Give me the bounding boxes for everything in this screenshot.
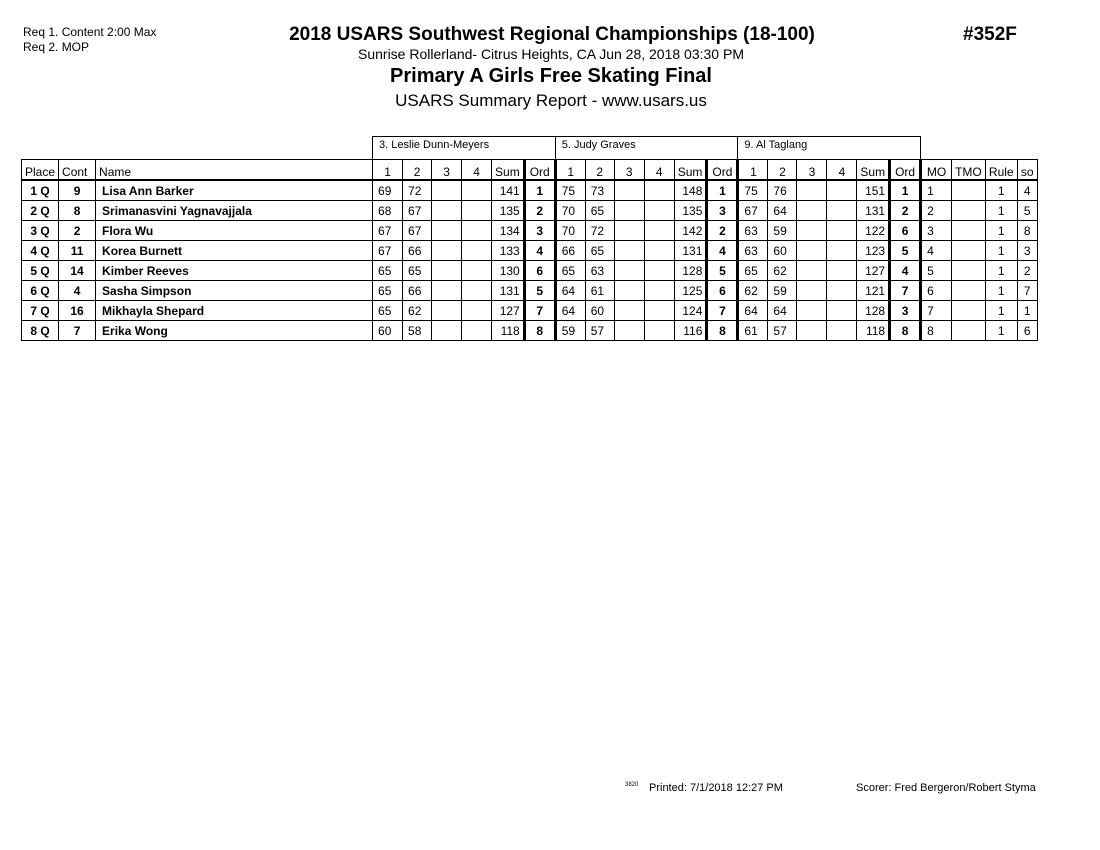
results-table — [21, 136, 1038, 341]
judge-name: 9. Al Taglang — [738, 137, 921, 160]
event-name: Primary A Girls Free Skating Final — [390, 65, 712, 87]
judge-sum: 121 — [857, 281, 890, 301]
judge-sum: 142 — [674, 221, 707, 241]
table-row — [22, 180, 1038, 201]
judge-score — [614, 241, 644, 261]
mo-cell: 6 — [921, 281, 952, 301]
judge-score — [432, 321, 462, 341]
judge-score: 61 — [738, 321, 768, 341]
judge-score: 69 — [373, 180, 403, 201]
rule-cell: 1 — [985, 201, 1017, 221]
judge-score — [614, 261, 644, 281]
column-header-judge-score: 4 — [827, 160, 857, 181]
column-header-judge-score: 1 — [555, 160, 585, 181]
judge-score: 72 — [403, 180, 432, 201]
judge-score: 63 — [738, 241, 768, 261]
column-header-place: Place — [22, 160, 59, 181]
skater-name: Flora Wu — [96, 221, 373, 241]
printed-timestamp: Printed: 7/1/2018 12:27 PM — [649, 782, 783, 794]
report-name: USARS Summary Report - www.usars.us — [395, 91, 707, 110]
requirement-2: Req 2. MOP — [23, 40, 90, 54]
judge-score: 65 — [555, 261, 585, 281]
judge-score — [462, 221, 492, 241]
judge-sum: 131 — [857, 201, 890, 221]
judge-score: 61 — [585, 281, 614, 301]
table-row — [22, 281, 1038, 301]
judge-ordinal: 6 — [707, 281, 738, 301]
so-cell: 1 — [1017, 301, 1037, 321]
venue-date: Sunrise Rollerland- Citrus Heights, CA Jun 28, 2018 03:30 PM — [358, 46, 744, 62]
tmo-cell — [952, 241, 986, 261]
event-number: #352F — [963, 24, 1017, 45]
judge-score — [644, 261, 674, 281]
judge-score — [827, 281, 857, 301]
judge-header-row — [22, 137, 1038, 160]
column-header-rule: Rule — [985, 160, 1017, 181]
judge-score — [462, 201, 492, 221]
contestant-number: 7 — [59, 321, 96, 341]
judge-score — [644, 301, 674, 321]
judge-score — [614, 221, 644, 241]
judge-ordinal: 3 — [524, 221, 555, 241]
column-header-mo: MO — [921, 160, 952, 181]
judge-sum: 118 — [492, 321, 525, 341]
contestant-number: 9 — [59, 180, 96, 201]
judge-score — [644, 201, 674, 221]
judge-score: 72 — [585, 221, 614, 241]
judge-score — [462, 180, 492, 201]
judge-ordinal: 3 — [890, 301, 921, 321]
judge-sum: 133 — [492, 241, 525, 261]
column-header-judge-score: 1 — [738, 160, 768, 181]
column-header-judge-score: Ord — [890, 160, 921, 181]
mo-cell: 1 — [921, 180, 952, 201]
column-header-judge-score: 2 — [768, 160, 797, 181]
judge-score — [432, 301, 462, 321]
judge-score: 59 — [768, 221, 797, 241]
judge-ordinal: 6 — [890, 221, 921, 241]
judge-name: 5. Judy Graves — [555, 137, 738, 160]
contestant-number: 16 — [59, 301, 96, 321]
judge-score — [462, 241, 492, 261]
judge-ordinal: 5 — [707, 261, 738, 281]
column-header-judge-score: Sum — [492, 160, 525, 181]
column-header-judge-score: 2 — [403, 160, 432, 181]
judge-score — [797, 201, 827, 221]
mo-cell: 8 — [921, 321, 952, 341]
table-row — [22, 221, 1038, 241]
judge-score: 63 — [738, 221, 768, 241]
skater-name: Srimanasvini Yagnavajjala — [96, 201, 373, 221]
judge-score: 57 — [585, 321, 614, 341]
judge-score: 63 — [585, 261, 614, 281]
contestant-number: 11 — [59, 241, 96, 261]
judge-ordinal: 5 — [890, 241, 921, 261]
judge-score: 60 — [768, 241, 797, 261]
judge-ordinal: 7 — [524, 301, 555, 321]
contestant-number: 4 — [59, 281, 96, 301]
table-row — [22, 301, 1038, 321]
judge-score: 66 — [403, 241, 432, 261]
judge-score: 67 — [738, 201, 768, 221]
judge-score — [797, 301, 827, 321]
judge-score — [614, 321, 644, 341]
so-cell: 3 — [1017, 241, 1037, 261]
judge-score: 64 — [768, 301, 797, 321]
judge-sum: 135 — [492, 201, 525, 221]
judge-score — [827, 180, 857, 201]
judge-score — [827, 201, 857, 221]
judge-score: 70 — [555, 201, 585, 221]
judge-score — [614, 180, 644, 201]
place-cell: 5 Q — [22, 261, 59, 281]
judge-header-spacer — [921, 137, 1038, 160]
judge-sum: 127 — [857, 261, 890, 281]
judge-score — [644, 221, 674, 241]
judge-score — [462, 261, 492, 281]
tmo-cell — [952, 180, 986, 201]
skater-name: Sasha Simpson — [96, 281, 373, 301]
judge-ordinal: 2 — [890, 201, 921, 221]
so-cell: 7 — [1017, 281, 1037, 301]
column-header-judge-score: 1 — [373, 160, 403, 181]
judge-ordinal: 3 — [707, 201, 738, 221]
judge-score: 75 — [555, 180, 585, 201]
judge-score: 64 — [768, 201, 797, 221]
judge-score — [827, 261, 857, 281]
column-header-cont: Cont — [59, 160, 96, 181]
judge-score — [432, 221, 462, 241]
place-cell: 8 Q — [22, 321, 59, 341]
judge-sum: 148 — [674, 180, 707, 201]
judge-sum: 128 — [857, 301, 890, 321]
judge-score: 59 — [768, 281, 797, 301]
column-header-judge-score: 3 — [797, 160, 827, 181]
judge-ordinal: 6 — [524, 261, 555, 281]
tmo-cell — [952, 261, 986, 281]
judge-score — [462, 321, 492, 341]
rule-cell: 1 — [985, 221, 1017, 241]
rule-cell: 1 — [985, 321, 1017, 341]
column-header-judge-score: 2 — [585, 160, 614, 181]
skater-name: Mikhayla Shepard — [96, 301, 373, 321]
judge-sum: 125 — [674, 281, 707, 301]
judge-score: 64 — [555, 281, 585, 301]
judge-score — [462, 301, 492, 321]
judge-sum: 116 — [674, 321, 707, 341]
tmo-cell — [952, 201, 986, 221]
judge-score: 57 — [768, 321, 797, 341]
judge-score: 65 — [403, 261, 432, 281]
judge-score: 62 — [768, 261, 797, 281]
judge-score — [827, 241, 857, 261]
so-cell: 6 — [1017, 321, 1037, 341]
rule-cell: 1 — [985, 180, 1017, 201]
judge-score: 60 — [585, 301, 614, 321]
judge-score — [827, 221, 857, 241]
judge-sum: 134 — [492, 221, 525, 241]
judge-score — [432, 241, 462, 261]
judge-score — [797, 281, 827, 301]
judge-ordinal: 1 — [890, 180, 921, 201]
mo-cell: 4 — [921, 241, 952, 261]
judge-score — [462, 281, 492, 301]
place-cell: 7 Q — [22, 301, 59, 321]
place-cell: 4 Q — [22, 241, 59, 261]
judge-sum: 131 — [674, 241, 707, 261]
judge-sum: 130 — [492, 261, 525, 281]
judge-score: 66 — [555, 241, 585, 261]
skater-name: Erika Wong — [96, 321, 373, 341]
judge-ordinal: 5 — [524, 281, 555, 301]
judge-score — [797, 221, 827, 241]
judge-score — [614, 281, 644, 301]
column-header-judge-score: Ord — [707, 160, 738, 181]
skater-name: Kimber Reeves — [96, 261, 373, 281]
judge-sum: 141 — [492, 180, 525, 201]
judge-sum: 124 — [674, 301, 707, 321]
judge-sum: 118 — [857, 321, 890, 341]
mo-cell: 3 — [921, 221, 952, 241]
tmo-cell — [952, 221, 986, 241]
judge-score — [644, 321, 674, 341]
mo-cell: 5 — [921, 261, 952, 281]
scorer-names: Scorer: Fred Bergeron/Robert Styma — [856, 782, 1036, 794]
judge-ordinal: 2 — [524, 201, 555, 221]
column-header-judge-score: 3 — [614, 160, 644, 181]
so-cell: 5 — [1017, 201, 1037, 221]
judge-ordinal: 4 — [524, 241, 555, 261]
judge-ordinal: 1 — [707, 180, 738, 201]
judge-ordinal: 8 — [890, 321, 921, 341]
judge-score — [614, 301, 644, 321]
judge-score: 67 — [403, 221, 432, 241]
footer-code: 3820 — [625, 782, 639, 788]
column-header-name: Name — [96, 160, 373, 181]
column-header-judge-score: 4 — [462, 160, 492, 181]
judge-sum: 135 — [674, 201, 707, 221]
judge-score — [827, 321, 857, 341]
judge-ordinal: 8 — [707, 321, 738, 341]
judge-score — [432, 281, 462, 301]
judge-sum: 122 — [857, 221, 890, 241]
judge-score: 76 — [768, 180, 797, 201]
competition-title: 2018 USARS Southwest Regional Championships (18-100) — [289, 24, 815, 45]
rule-cell: 1 — [985, 261, 1017, 281]
judge-score — [797, 321, 827, 341]
judge-score: 58 — [403, 321, 432, 341]
tmo-cell — [952, 301, 986, 321]
judge-ordinal: 4 — [707, 241, 738, 261]
judge-ordinal: 4 — [890, 261, 921, 281]
judge-score: 65 — [585, 241, 614, 261]
so-cell: 8 — [1017, 221, 1037, 241]
judge-name: 3. Leslie Dunn-Meyers — [373, 137, 556, 160]
column-header-judge-score: Sum — [674, 160, 707, 181]
judge-score: 67 — [373, 241, 403, 261]
contestant-number: 2 — [59, 221, 96, 241]
judge-ordinal: 1 — [524, 180, 555, 201]
table-row — [22, 241, 1038, 261]
judge-sum: 127 — [492, 301, 525, 321]
column-header-tmo: TMO — [952, 160, 986, 181]
column-header-so: so — [1017, 160, 1037, 181]
judge-score: 70 — [555, 221, 585, 241]
judge-score: 73 — [585, 180, 614, 201]
judge-header-spacer — [22, 137, 373, 160]
column-header-judge-score: Ord — [524, 160, 555, 181]
column-header-judge-score: 4 — [644, 160, 674, 181]
judge-score: 67 — [373, 221, 403, 241]
judge-score: 64 — [738, 301, 768, 321]
column-header-judge-score: Sum — [857, 160, 890, 181]
judge-score — [644, 281, 674, 301]
judge-score: 68 — [373, 201, 403, 221]
judge-score — [827, 301, 857, 321]
place-cell: 6 Q — [22, 281, 59, 301]
table-row — [22, 261, 1038, 281]
judge-sum: 151 — [857, 180, 890, 201]
judge-score: 65 — [373, 261, 403, 281]
judge-score: 65 — [585, 201, 614, 221]
skater-name: Korea Burnett — [96, 241, 373, 261]
requirement-1: Req 1. Content 2:00 Max — [23, 25, 157, 39]
judge-score — [432, 261, 462, 281]
so-cell: 2 — [1017, 261, 1037, 281]
judge-sum: 131 — [492, 281, 525, 301]
judge-sum: 123 — [857, 241, 890, 261]
mo-cell: 7 — [921, 301, 952, 321]
judge-ordinal: 7 — [890, 281, 921, 301]
place-cell: 1 Q — [22, 180, 59, 201]
judge-score — [614, 201, 644, 221]
judge-score: 65 — [373, 281, 403, 301]
judge-sum: 128 — [674, 261, 707, 281]
judge-score — [797, 180, 827, 201]
mo-cell: 2 — [921, 201, 952, 221]
rule-cell: 1 — [985, 241, 1017, 261]
judge-score: 62 — [738, 281, 768, 301]
rule-cell: 1 — [985, 301, 1017, 321]
skater-name: Lisa Ann Barker — [96, 180, 373, 201]
judge-score — [797, 261, 827, 281]
judge-score — [644, 241, 674, 261]
judge-score: 65 — [373, 301, 403, 321]
column-header-judge-score: 3 — [432, 160, 462, 181]
judge-ordinal: 7 — [707, 301, 738, 321]
judge-score — [797, 241, 827, 261]
tmo-cell — [952, 281, 986, 301]
judge-score: 66 — [403, 281, 432, 301]
column-header-row — [22, 160, 1038, 181]
table-row — [22, 321, 1038, 341]
tmo-cell — [952, 321, 986, 341]
judge-score: 75 — [738, 180, 768, 201]
judge-score: 62 — [403, 301, 432, 321]
judge-score — [644, 180, 674, 201]
table-row — [22, 201, 1038, 221]
judge-score — [432, 201, 462, 221]
judge-score: 67 — [403, 201, 432, 221]
judge-score — [432, 180, 462, 201]
judge-score: 59 — [555, 321, 585, 341]
place-cell: 3 Q — [22, 221, 59, 241]
place-cell: 2 Q — [22, 201, 59, 221]
so-cell: 4 — [1017, 180, 1037, 201]
rule-cell: 1 — [985, 281, 1017, 301]
contestant-number: 8 — [59, 201, 96, 221]
judge-score: 65 — [738, 261, 768, 281]
judge-score: 64 — [555, 301, 585, 321]
judge-ordinal: 2 — [707, 221, 738, 241]
judge-ordinal: 8 — [524, 321, 555, 341]
judge-score: 60 — [373, 321, 403, 341]
contestant-number: 14 — [59, 261, 96, 281]
